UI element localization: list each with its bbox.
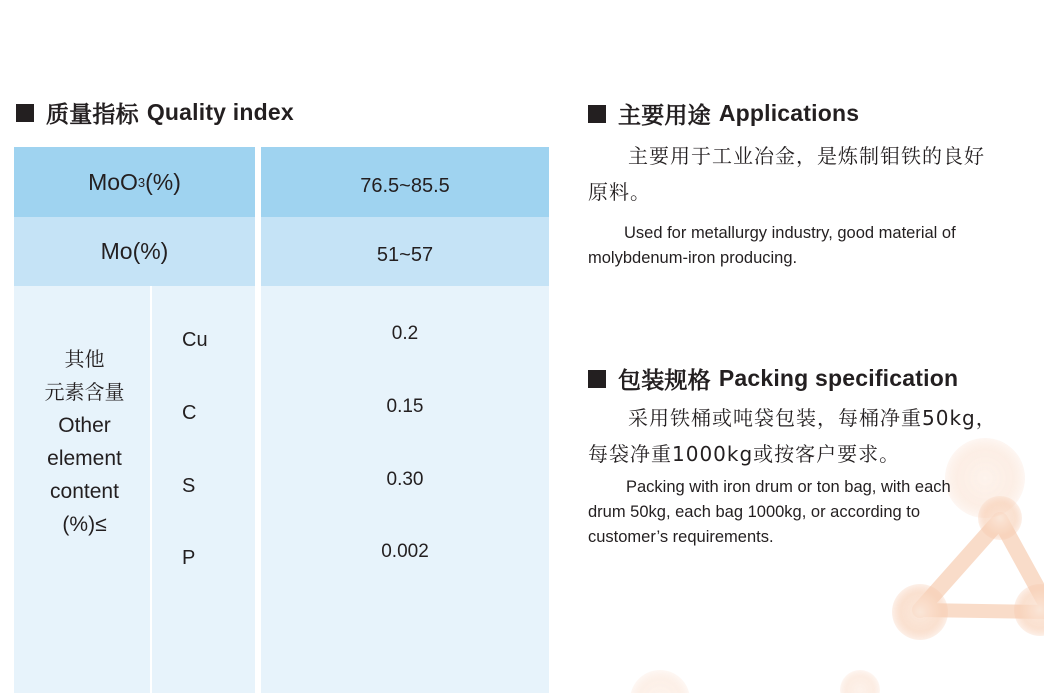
quality-index-heading [16, 96, 294, 129]
other-elements-label [14, 343, 155, 541]
heading-square-icon [588, 370, 606, 388]
applications-heading [588, 97, 859, 130]
moo3-label [14, 147, 255, 217]
quality-heading-en: Quality index [146, 99, 294, 125]
element-value-p: 0.002 [381, 541, 429, 562]
packing-text-en [588, 475, 1020, 550]
mo-label: Mo(%) [100, 238, 169, 264]
other-label-en-4: (%)≤ [62, 513, 107, 536]
moo3-label-unit: (%) [145, 168, 181, 195]
element-name-p: P [182, 547, 196, 569]
moo3-label-main: MoO [88, 168, 138, 195]
applications-zh-line-1: 主要用于工业冶金，是炼制钼铁的良好 [628, 144, 985, 168]
quality-index-table [14, 147, 549, 693]
other-label-en-3: content [50, 480, 119, 503]
applications-en-line-2: molybdenum-iron producing. [588, 249, 798, 267]
packing-en-line-2: drum 50kg, each bag 1000kg, or according to [588, 503, 921, 521]
applications-heading-en: Applications [718, 100, 860, 126]
moo3-label-subscript: 3 [137, 174, 146, 190]
applications-text-zh [588, 138, 1028, 210]
other-label-en-2: element [47, 447, 122, 470]
packing-zh-line-2: 每袋净重1000kg或按客户要求。 [588, 442, 901, 466]
moo3-value: 76.5~85.5 [360, 174, 450, 197]
other-label-en-1: Other [58, 414, 111, 437]
quality-heading-zh: 质量指标 [46, 102, 139, 128]
applications-en-line-1: Used for metallurgy industry, good material of [624, 224, 956, 242]
element-name-s: S [182, 475, 196, 497]
element-value-cu: 0.2 [391, 323, 419, 344]
mo-value: 51~57 [376, 244, 434, 266]
packing-heading-en: Packing specification [718, 365, 959, 391]
packing-en-line-1: Packing with iron drum or ton bag, with each [626, 478, 951, 496]
heading-square-icon [588, 105, 606, 123]
applications-zh-line-2: 原料。 [588, 180, 651, 204]
packing-en-line-3: customer’s requirements. [588, 528, 774, 546]
element-name-cu: Cu [182, 329, 208, 351]
element-value-s: 0.30 [386, 469, 424, 490]
packing-zh-line-1: 采用铁桶或吨袋包装，每桶净重50kg， [628, 406, 997, 430]
element-value-c: 0.15 [386, 396, 424, 417]
other-label-zh-1: 其他 [64, 347, 105, 371]
packing-heading-zh: 包装规格 [618, 368, 711, 394]
applications-text-en [588, 221, 1020, 271]
packing-text-zh [588, 400, 1028, 472]
element-name-c: C [182, 402, 197, 424]
applications-heading-zh: 主要用途 [618, 103, 711, 129]
other-label-zh-2: 元素含量 [44, 380, 125, 404]
heading-square-icon [16, 104, 34, 122]
packing-heading [588, 362, 958, 395]
